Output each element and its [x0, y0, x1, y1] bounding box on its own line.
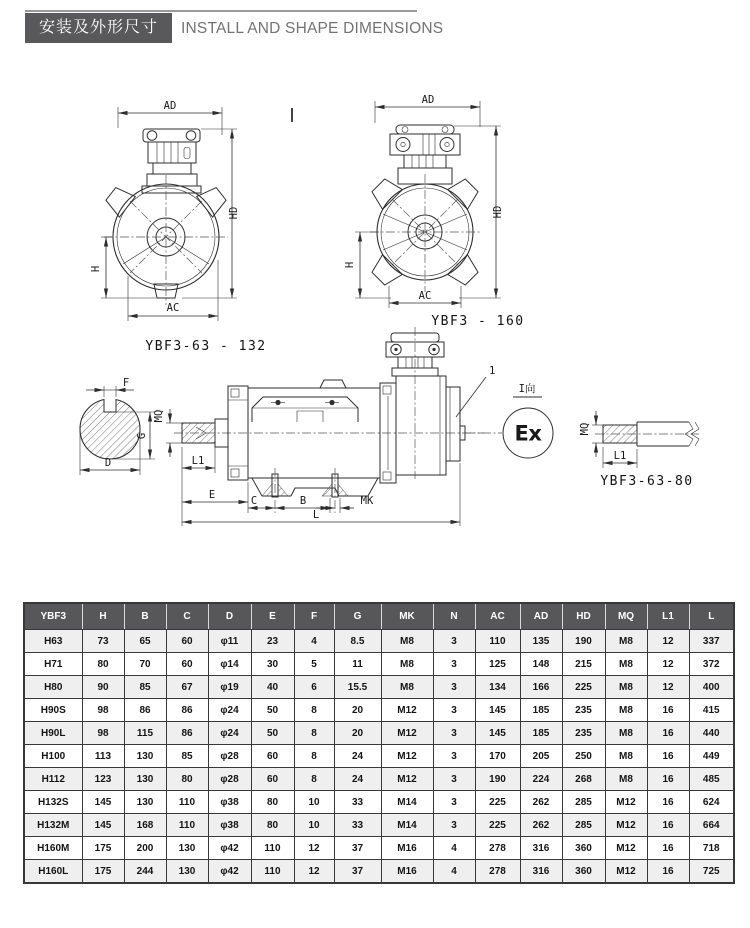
dimension-cell: 3 [433, 722, 475, 745]
dim-label-b: B [299, 495, 307, 507]
dimension-cell: 316 [520, 837, 562, 860]
dimension-cell: 3 [433, 699, 475, 722]
frame-size-cell: H90S [24, 699, 82, 722]
dimension-cell: M8 [381, 653, 433, 676]
column-header: L [689, 603, 734, 630]
dimension-cell: 205 [520, 745, 562, 768]
dimension-cell: 85 [124, 676, 166, 699]
frame-size-cell: H71 [24, 653, 82, 676]
dimension-cell: 135 [520, 630, 562, 653]
dimension-cell: M12 [605, 860, 647, 884]
dimension-cell: 225 [475, 791, 520, 814]
dimension-cell: 73 [82, 630, 124, 653]
dimension-cell: 12 [647, 630, 689, 653]
dimension-cell: 224 [520, 768, 562, 791]
drawing-caption: YBF3-63 - 132 [145, 339, 267, 354]
dimension-cell: 130 [124, 768, 166, 791]
frame-size-cell: H132S [24, 791, 82, 814]
frame-size-cell: H160M [24, 837, 82, 860]
dimension-cell: 250 [562, 745, 605, 768]
dimension-cell: M12 [605, 791, 647, 814]
dim-label-mk: MK [360, 495, 374, 507]
dim-label-l1: L1 [613, 450, 627, 462]
dimension-cell: 12 [294, 837, 334, 860]
dimension-cell: 268 [562, 768, 605, 791]
dimension-cell: φ11 [208, 630, 251, 653]
dimension-cell: M8 [605, 653, 647, 676]
dimension-cell: 10 [294, 791, 334, 814]
frame-size-cell: H80 [24, 676, 82, 699]
dimension-cell: 11 [334, 653, 381, 676]
dimension-cell: 16 [647, 745, 689, 768]
dimension-cell: 449 [689, 745, 734, 768]
dimension-cell: 16 [647, 791, 689, 814]
dimension-cell: 3 [433, 676, 475, 699]
dimension-cell: 3 [433, 768, 475, 791]
dimension-cell: 16 [647, 768, 689, 791]
dimension-cell: 3 [433, 814, 475, 837]
table-row [24, 699, 734, 722]
dimension-cell: φ38 [208, 791, 251, 814]
dimension-cell: 415 [689, 699, 734, 722]
column-header: AD [520, 603, 562, 630]
dimension-cell: 80 [251, 814, 294, 837]
drawing-front-view-small [90, 100, 292, 354]
dimension-cell: 130 [166, 837, 208, 860]
dimension-cell: 225 [475, 814, 520, 837]
dimension-cell: M12 [381, 745, 433, 768]
section-title-en: INSTALL AND SHAPE DIMENSIONS [181, 20, 444, 37]
dimension-cell: M12 [381, 768, 433, 791]
dimension-cell: 148 [520, 653, 562, 676]
dimension-cell: 20 [334, 699, 381, 722]
dimension-cell: 65 [124, 630, 166, 653]
dimension-cell: M12 [381, 699, 433, 722]
dimension-cell: 145 [475, 699, 520, 722]
dimension-cell: 10 [294, 814, 334, 837]
dimension-cell: 485 [689, 768, 734, 791]
page-header [0, 0, 750, 55]
dimension-cell: 70 [124, 653, 166, 676]
dimension-cell: M12 [605, 814, 647, 837]
table-row [24, 722, 734, 745]
frame-size-cell: H112 [24, 768, 82, 791]
column-header: F [294, 603, 334, 630]
dimension-cell: 16 [647, 837, 689, 860]
drawing-shaft-detail [579, 411, 699, 489]
dim-label-l1: L1 [191, 455, 205, 467]
dimension-cell: 664 [689, 814, 734, 837]
dimension-cell: 185 [520, 722, 562, 745]
dimension-cell: 90 [82, 676, 124, 699]
dimension-cell: φ24 [208, 722, 251, 745]
table-row [24, 745, 734, 768]
frame-size-cell: H90L [24, 722, 82, 745]
dimension-cell: φ28 [208, 745, 251, 768]
dimension-cell: 190 [562, 630, 605, 653]
table-row [24, 630, 734, 653]
drawing-ex-mark [466, 382, 553, 458]
dim-label-mq: MQ [153, 409, 165, 423]
dim-label-d: D [104, 457, 112, 469]
dim-label-l: L [312, 509, 320, 521]
dimension-cell: 3 [433, 653, 475, 676]
dim-label-mq: MQ [579, 422, 591, 436]
dimension-cell: 113 [82, 745, 124, 768]
dimension-cell: M14 [381, 814, 433, 837]
dim-label-e: E [208, 489, 216, 501]
frame-size-cell: H160L [24, 860, 82, 884]
column-header: AC [475, 603, 520, 630]
dimension-cell: 40 [251, 676, 294, 699]
dimension-cell: M12 [605, 837, 647, 860]
dimension-cell: M16 [381, 837, 433, 860]
dimension-cell: 110 [475, 630, 520, 653]
dimension-cell: 86 [166, 722, 208, 745]
dimension-cell: M8 [605, 630, 647, 653]
dim-label-h: H [90, 265, 102, 273]
dimension-cell: 8.5 [334, 630, 381, 653]
dimension-cell: 24 [334, 745, 381, 768]
dimension-cell: 440 [689, 722, 734, 745]
dimension-cell: φ19 [208, 676, 251, 699]
dimension-cell: 725 [689, 860, 734, 884]
dimension-cell: 110 [166, 814, 208, 837]
dimension-cell: 60 [251, 768, 294, 791]
table-row [24, 791, 734, 814]
frame-size-cell: H63 [24, 630, 82, 653]
dimension-table [23, 602, 735, 884]
dimension-cell: M16 [381, 860, 433, 884]
dimension-cell: 16 [647, 860, 689, 884]
dimension-cell: 8 [294, 768, 334, 791]
dimension-cell: 110 [251, 837, 294, 860]
dimension-cell: 4 [433, 837, 475, 860]
dimension-cell: 60 [166, 630, 208, 653]
dimension-cell: 37 [334, 860, 381, 884]
dimension-cell: 50 [251, 722, 294, 745]
dimension-cell: 145 [475, 722, 520, 745]
view-label: I向 [518, 383, 536, 395]
dimension-cell: M8 [605, 768, 647, 791]
dimension-cell: 33 [334, 791, 381, 814]
dimension-cell: 718 [689, 837, 734, 860]
column-header: MQ [605, 603, 647, 630]
dimension-cell: 20 [334, 722, 381, 745]
header-rule [25, 10, 417, 12]
table-row [24, 837, 734, 860]
dimension-cell: 16 [647, 814, 689, 837]
dimension-cell: 624 [689, 791, 734, 814]
dimension-cell: 244 [124, 860, 166, 884]
dimension-cell: 86 [166, 699, 208, 722]
column-header: E [251, 603, 294, 630]
dim-label-ac: AC [166, 302, 180, 314]
dimension-cell: 200 [124, 837, 166, 860]
dimension-cell: 175 [82, 837, 124, 860]
dimension-cell: M8 [381, 676, 433, 699]
dimension-cell: 166 [520, 676, 562, 699]
dimension-cell: 50 [251, 699, 294, 722]
technical-drawings [0, 55, 750, 600]
dim-label-hd: HD [228, 206, 240, 220]
dimension-cell: 16 [647, 722, 689, 745]
dimension-cell: 125 [475, 653, 520, 676]
dimension-cell: 12 [647, 676, 689, 699]
table-row [24, 653, 734, 676]
dimension-cell: 3 [433, 630, 475, 653]
drawing-caption: YBF3 - 160 [431, 314, 525, 329]
dimension-cell: 60 [166, 653, 208, 676]
leader-label: 1 [489, 365, 496, 377]
column-header: YBF3 [24, 603, 82, 630]
dimension-cell: φ38 [208, 814, 251, 837]
dimension-cell: 80 [82, 653, 124, 676]
dimension-cell: 5 [294, 653, 334, 676]
dimension-cell: 67 [166, 676, 208, 699]
dimension-cell: φ42 [208, 837, 251, 860]
dimension-cell: 110 [166, 791, 208, 814]
dim-label-g: G [136, 432, 148, 440]
dimension-cell: 262 [520, 791, 562, 814]
dimension-cell: 123 [82, 768, 124, 791]
dimension-cell: φ42 [208, 860, 251, 884]
dimension-cell: 337 [689, 630, 734, 653]
dimension-cell: 23 [251, 630, 294, 653]
dimension-cell: 185 [520, 699, 562, 722]
dimension-cell: 145 [82, 791, 124, 814]
dimension-cell: 285 [562, 814, 605, 837]
dim-label-hd: HD [492, 205, 504, 219]
drawing-caption: YBF3-63-80 [600, 474, 694, 489]
dimension-cell: 37 [334, 837, 381, 860]
dimension-cell: 130 [124, 745, 166, 768]
dimension-cell: 225 [562, 676, 605, 699]
dimension-cell: 170 [475, 745, 520, 768]
dimension-cell: 98 [82, 699, 124, 722]
table-row [24, 768, 734, 791]
column-header: HD [562, 603, 605, 630]
dimension-cell: 130 [166, 860, 208, 884]
dim-label-ac: AC [418, 290, 432, 302]
dimension-cell: 134 [475, 676, 520, 699]
dimension-cell: M14 [381, 791, 433, 814]
dimension-cell: φ24 [208, 699, 251, 722]
dimension-cell: 8 [294, 699, 334, 722]
column-header: B [124, 603, 166, 630]
frame-size-cell: H100 [24, 745, 82, 768]
dimension-cell: 30 [251, 653, 294, 676]
dimension-cell: 80 [251, 791, 294, 814]
ex-symbol: Ex [514, 421, 542, 446]
column-header: D [208, 603, 251, 630]
dimension-cell: M8 [605, 722, 647, 745]
dimension-cell: 115 [124, 722, 166, 745]
dimension-cell: 316 [520, 860, 562, 884]
dimension-cell: 168 [124, 814, 166, 837]
dimension-cell: M8 [605, 745, 647, 768]
drawing-front-view-large [344, 94, 525, 329]
column-header: C [166, 603, 208, 630]
dimension-cell: 12 [647, 653, 689, 676]
column-header: N [433, 603, 475, 630]
column-header: G [334, 603, 381, 630]
dimension-cell: 85 [166, 745, 208, 768]
frame-size-cell: H132M [24, 814, 82, 837]
drawing-side-view [153, 327, 495, 526]
dimension-cell: 360 [562, 837, 605, 860]
column-header: H [82, 603, 124, 630]
dimension-cell: 145 [82, 814, 124, 837]
section-title-zh: 安装及外形尺寸 [25, 13, 172, 43]
dimension-cell: M8 [381, 630, 433, 653]
dimension-cell: 86 [124, 699, 166, 722]
dimension-cell: 360 [562, 860, 605, 884]
dimension-cell: 190 [475, 768, 520, 791]
table-header-row [24, 603, 734, 630]
dimension-cell: 12 [294, 860, 334, 884]
dimension-cell: 175 [82, 860, 124, 884]
dimension-cell: 285 [562, 791, 605, 814]
table-row [24, 860, 734, 884]
dimension-cell: φ14 [208, 653, 251, 676]
column-header: MK [381, 603, 433, 630]
dimension-cell: 33 [334, 814, 381, 837]
dimension-cell: 3 [433, 791, 475, 814]
dimension-cell: 6 [294, 676, 334, 699]
dimension-cell: 98 [82, 722, 124, 745]
dimension-cell: 80 [166, 768, 208, 791]
dimension-cell: 4 [294, 630, 334, 653]
dim-label-ad: AD [163, 100, 177, 112]
dim-label-c: C [250, 495, 258, 507]
dimension-cell: 235 [562, 722, 605, 745]
dimension-cell: 278 [475, 837, 520, 860]
dimension-cell: M12 [381, 722, 433, 745]
dimension-cell: 60 [251, 745, 294, 768]
dimension-cell: M8 [605, 699, 647, 722]
dimension-cell: 110 [251, 860, 294, 884]
table-row [24, 814, 734, 837]
dimension-cell: 215 [562, 653, 605, 676]
dimension-cell: 400 [689, 676, 734, 699]
dimension-cell: 262 [520, 814, 562, 837]
dimension-cell: 278 [475, 860, 520, 884]
dimension-cell: φ28 [208, 768, 251, 791]
drawing-shaft-section [80, 377, 155, 475]
dimension-cell: M8 [605, 676, 647, 699]
dimension-cell: 372 [689, 653, 734, 676]
column-header: L1 [647, 603, 689, 630]
dim-label-f: F [122, 377, 130, 389]
dimension-cell: 8 [294, 745, 334, 768]
dim-label-h: H [344, 261, 356, 269]
dimension-cell: 15.5 [334, 676, 381, 699]
dimension-cell: 3 [433, 745, 475, 768]
dimension-cell: 130 [124, 791, 166, 814]
dimension-cell: 8 [294, 722, 334, 745]
dimension-cell: 4 [433, 860, 475, 884]
dim-label-ad: AD [421, 94, 435, 106]
dimension-cell: 16 [647, 699, 689, 722]
table-row [24, 676, 734, 699]
dimension-cell: 24 [334, 768, 381, 791]
dimension-cell: 235 [562, 699, 605, 722]
